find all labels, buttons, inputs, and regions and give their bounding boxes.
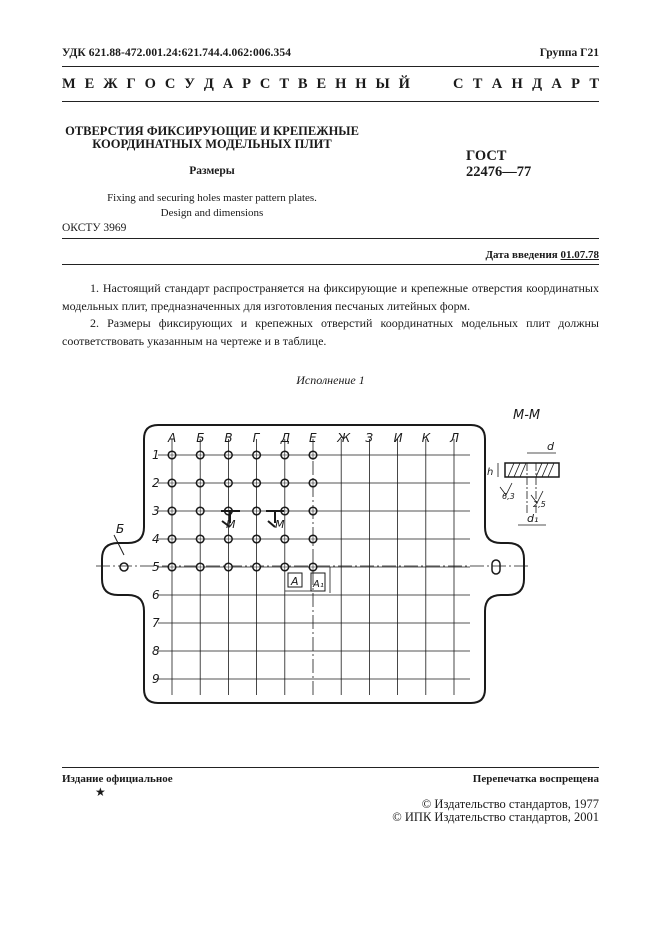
paragraph-1: 1. Настоящий стандарт распространяется на фиксирующие и крепежные отверстия координатных модельных плит, предназначенных для изготовления песчаных литейных форм.: [62, 281, 599, 313]
row-label: 4: [152, 532, 160, 546]
banner-letter: Т: [279, 76, 289, 92]
title-block: [62, 125, 362, 221]
dim-r1-text: 6,3: [502, 492, 515, 501]
gost-code: 22476—77: [466, 164, 532, 180]
section-mark-right-text: М: [275, 518, 285, 531]
hole-crosshair: [167, 478, 177, 488]
row-label: 1: [152, 448, 160, 462]
banner-letter: У: [184, 76, 195, 92]
banner-left: [62, 76, 410, 93]
hole-crosshair: [252, 562, 262, 572]
banner-letter: Н: [511, 76, 523, 92]
title-line-2: КООРДИНАТНЫХ МОДЕЛЬНЫХ ПЛИТ: [92, 137, 332, 151]
banner-letter: С: [164, 76, 176, 92]
banner-letter: С: [259, 76, 271, 92]
banner-letter: А: [491, 76, 503, 92]
banner-letter: Т: [472, 76, 483, 92]
hole-crosshair: [195, 478, 205, 488]
hole-crosshair: [308, 506, 318, 516]
header-rule-top: [62, 66, 599, 67]
hole-crosshair: [252, 534, 262, 544]
banner-letter: Ы: [375, 76, 390, 92]
hole-crosshair: [252, 506, 262, 516]
plate-drawing: [0, 395, 661, 755]
hole-crosshair: [280, 450, 290, 460]
row-label: 7: [152, 616, 160, 630]
banner-letter: В: [297, 76, 308, 92]
column-label: И: [393, 431, 403, 445]
hole-crosshair: [308, 534, 318, 544]
row-labels: [152, 448, 160, 686]
banner-letter: Ж: [103, 76, 118, 92]
group-code: Группа Г21: [539, 47, 599, 59]
hole-crosshair: [252, 478, 262, 488]
dim-d-text: d: [547, 440, 554, 453]
banner-letter: Р: [571, 76, 581, 92]
base-mark-text: Б: [116, 522, 125, 536]
title-english: [62, 191, 362, 221]
column-label: В: [224, 431, 233, 445]
row-label: 9: [152, 672, 160, 686]
paragraph-2: 2. Размеры фиксирующих и крепежных отверстий координатных модельных плит должны соответствовать указанным на чертеже и в таблице.: [62, 316, 599, 348]
banner-letter: А: [222, 76, 234, 92]
banner-letter: М: [62, 76, 76, 92]
row-label: 5: [152, 560, 160, 574]
banner-letter: Г: [126, 76, 136, 92]
hole-crosshair: [308, 450, 318, 460]
section-label: М-М: [513, 408, 541, 423]
hole-crosshair: [167, 450, 177, 460]
row-label: 8: [152, 644, 160, 658]
banner-letter: Т: [589, 76, 599, 92]
banner-letter: Н: [355, 76, 367, 92]
hole-crosshair: [252, 450, 262, 460]
banner-letter: Д: [532, 76, 543, 92]
section-mark-left-text: М: [226, 518, 236, 531]
title-english-line-1: Fixing and securing holes master pattern plates.: [107, 192, 317, 204]
dim-a1-text: А₁: [313, 579, 324, 590]
banner-right: [453, 76, 599, 93]
hole-crosshair: [167, 562, 177, 572]
hole-crosshair: [280, 562, 290, 572]
column-label: Д: [280, 431, 291, 445]
banner-letter: О: [144, 76, 156, 92]
banner-letter: Д: [203, 76, 214, 92]
column-label: А: [168, 431, 177, 445]
column-label: Г: [252, 431, 260, 445]
standard-banner: [62, 76, 599, 93]
hole-crosshair: [195, 450, 205, 460]
left-locating-hole: [120, 563, 128, 571]
official-edition: Издание официальное: [62, 773, 173, 785]
title-sizes: Размеры: [189, 165, 235, 177]
column-labels: [167, 431, 459, 445]
banner-letter: Р: [242, 76, 251, 92]
banner-letter: А: [551, 76, 562, 92]
star-icon: ★: [95, 785, 106, 799]
row-label: 6: [152, 588, 160, 602]
hole-crosshair: [195, 562, 205, 572]
dim-a-text: А: [291, 575, 299, 588]
gost-label: ГОСТ: [466, 148, 507, 164]
hole-crosshair: [223, 534, 233, 544]
column-label: З: [365, 431, 374, 445]
banner-letter: Е: [84, 76, 95, 92]
intro-date-value: 01.07.78: [560, 249, 599, 261]
hole-crosshair: [223, 562, 233, 572]
hole-crosshair: [195, 506, 205, 516]
gost-number: [466, 148, 531, 180]
header-rule-bottom: [62, 101, 599, 102]
right-locating-slot: [492, 560, 500, 574]
base-mark-leader: [114, 535, 124, 555]
okstu-code: ОКСТУ 3969: [62, 222, 127, 234]
hole-crosshair: [280, 534, 290, 544]
hole-crosshair: [195, 534, 205, 544]
copyright-1977: © Издательство стандартов, 1977: [421, 797, 599, 811]
section-hatch: [508, 463, 554, 477]
udk-code: УДК 621.88-472.001.24:621.744.4.062:006.354: [62, 47, 292, 59]
column-label: Л: [450, 431, 460, 445]
column-label: Ж: [337, 431, 351, 445]
dim-h-text: h: [487, 467, 494, 478]
hole-crosshair: [223, 478, 233, 488]
hole-crosshair: [167, 506, 177, 516]
hole-crosshair: [308, 478, 318, 488]
banner-letter: Н: [335, 76, 347, 92]
copyright-2001: © ИПК Издательство стандартов, 2001: [392, 810, 599, 824]
hole-crosshair: [167, 534, 177, 544]
hole-crosshair: [223, 450, 233, 460]
column-label: Е: [309, 431, 317, 445]
hole-crosshair: [280, 478, 290, 488]
figure-caption: Исполнение 1: [296, 373, 365, 387]
intro-date-label: Дата введения: [485, 249, 561, 261]
banner-letter: С: [453, 76, 464, 92]
row-label: 2: [152, 476, 160, 490]
footer-rule: [62, 767, 599, 768]
column-label: Б: [196, 431, 205, 445]
banner-letter: Е: [316, 76, 327, 92]
title-line-1: ОТВЕРСТИЯ ФИКСИРУЮЩИЕ И КРЕПЕЖНЫЕ: [65, 124, 359, 138]
column-label: К: [421, 431, 431, 445]
banner-letter: Й: [398, 76, 410, 92]
intro-date: [485, 249, 599, 261]
dim-r2-text: 2,5: [533, 500, 546, 509]
hole-crosshair: [308, 562, 318, 572]
reprint-notice: Перепечатка воспрещена: [472, 773, 599, 785]
row-label: 3: [152, 504, 160, 518]
title-english-line-2: Design and dimensions: [160, 207, 264, 219]
dim-d1-text: d₁: [527, 512, 539, 525]
intro-rule: [62, 264, 599, 265]
okstu-rule: [62, 238, 599, 239]
